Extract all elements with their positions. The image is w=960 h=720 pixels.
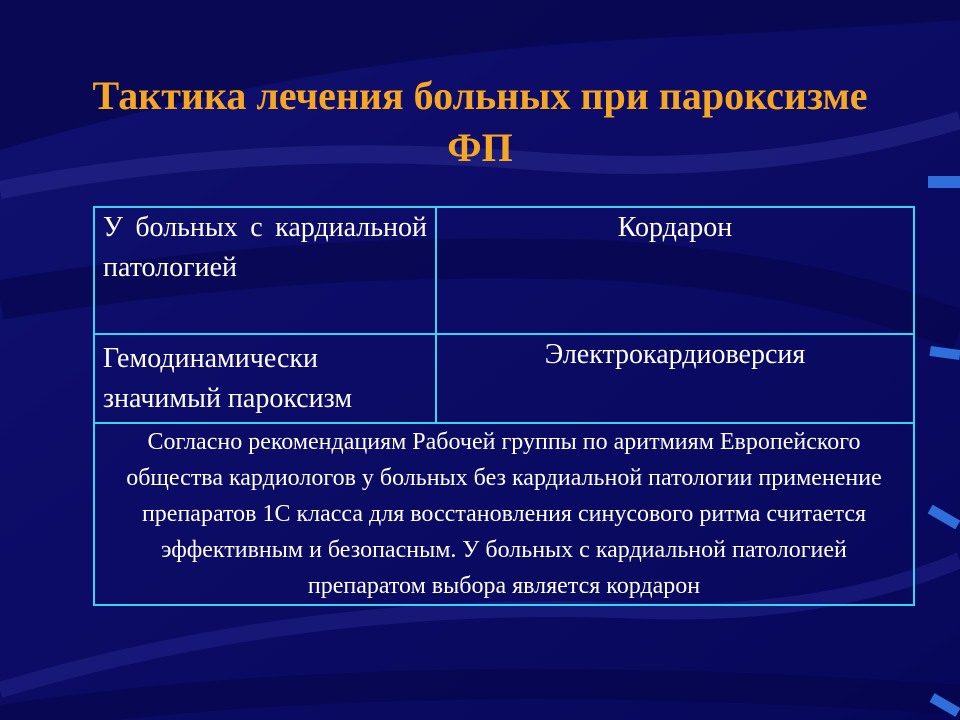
table-row	[94, 334, 914, 423]
table-row	[94, 423, 914, 605]
recommendation-note: Согласно рекомендациям Рабочей группы по аритмиям Европейского общества кардиологов у больных без кардиальной патологии применение препаратов 1С класса для восстановления синусового ритма считается эффективным и безопасным. У больных с кардиальной патологией препаратом выбора является кордарон	[94, 423, 914, 605]
table-row	[94, 207, 914, 334]
decorative-bar	[928, 176, 960, 188]
condition-cell: У больных с кардиальной патологией	[94, 207, 436, 334]
treatment-cell: Кордарон	[436, 207, 914, 334]
treatment-table	[93, 206, 915, 606]
condition-cell: Гемодинамически значимый пароксизм	[94, 334, 436, 423]
slide-title: Тактика лечения больных при пароксизме ФП	[92, 73, 868, 170]
treatment-cell: Электрокардиоверсия	[436, 334, 914, 423]
